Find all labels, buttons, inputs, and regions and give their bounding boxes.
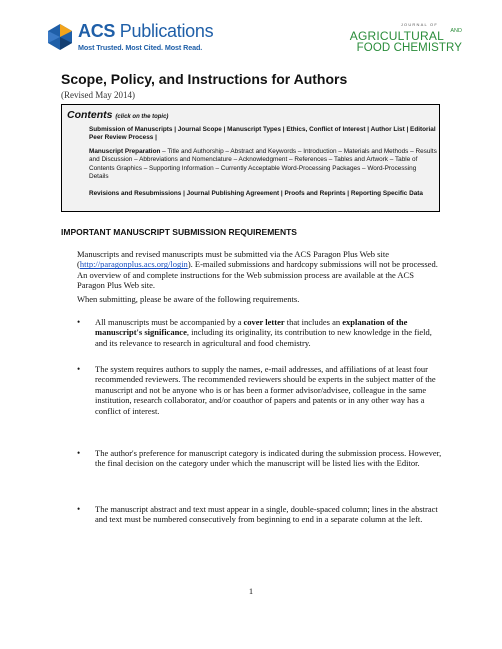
journal-name-line2: FOOD CHEMISTRY: [356, 42, 462, 54]
journal-name-line1: AGRICULTURAL: [349, 29, 444, 43]
contents-links-row1[interactable]: Submission of Manuscripts | Journal Scope | Manuscript Types | Ethics, Conflict of Interest | Author List | Editorial Peer Review Process |: [89, 126, 436, 142]
bullet-icon: •: [77, 364, 81, 374]
jafc-journal-logo: [344, 22, 462, 56]
contents-links-row3[interactable]: Revisions and Resubmissions | Journal Publishing Agreement | Proofs and Reprints | Reporting Specific Data: [89, 190, 423, 197]
manuscript-preparation-link[interactable]: Manuscript Preparation: [89, 148, 161, 155]
paragon-plus-link[interactable]: http://paragonplus.acs.org/login: [79, 259, 188, 270]
acs-publications-logo: [46, 20, 216, 56]
bullet-icon: •: [77, 317, 81, 327]
contents-hint: (click on the topic): [115, 114, 169, 120]
bullet-icon: •: [77, 448, 81, 458]
revision-date: (Revised May 2014): [61, 90, 135, 100]
acs-tagline: Most Trusted. Most Cited. Most Read.: [78, 43, 203, 52]
contents-box: [61, 104, 440, 212]
journal-name-and: AND: [450, 28, 462, 34]
requirements-heading: IMPORTANT MANUSCRIPT SUBMISSION REQUIREMENTS: [61, 227, 297, 237]
intro-paragraph: Manuscripts and revised manuscripts must be submitted via the ACS Paragon Plus Web site (http://paragonplus.acs.org/login). E-mailed submissions and hardcopy submissions will not be processed. An overview of and complete instructions for the Web submission process are available at the ACS Paragon Plus Web site.: [77, 249, 438, 291]
bullet-icon: •: [77, 504, 81, 514]
journal-of-label: JOURNAL OF: [400, 22, 438, 27]
page-number: 1: [248, 586, 254, 596]
acs-brand-text: ACS Publications: [78, 21, 214, 41]
contents-links-row2[interactable]: Manuscript Preparation – Title and Authorship – Abstract and Keywords – Introduction – Materials and Methods – Results and Discussion – Abbreviations and Nomenclature – Acknowledgment – References – Tables and Artwork – Table of Contents Graphics – Supporting Information – Currently Acceptable Word-Processing Packages – Word-Processing Details: [89, 148, 437, 180]
when-submitting-paragraph: When submitting, please be aware of the following requirements.: [77, 294, 300, 304]
acs-hexagon-icon: [46, 23, 74, 51]
document-title: Scope, Policy, and Instructions for Authors: [61, 71, 348, 87]
contents-heading: Contents (click on the topic): [67, 109, 169, 121]
